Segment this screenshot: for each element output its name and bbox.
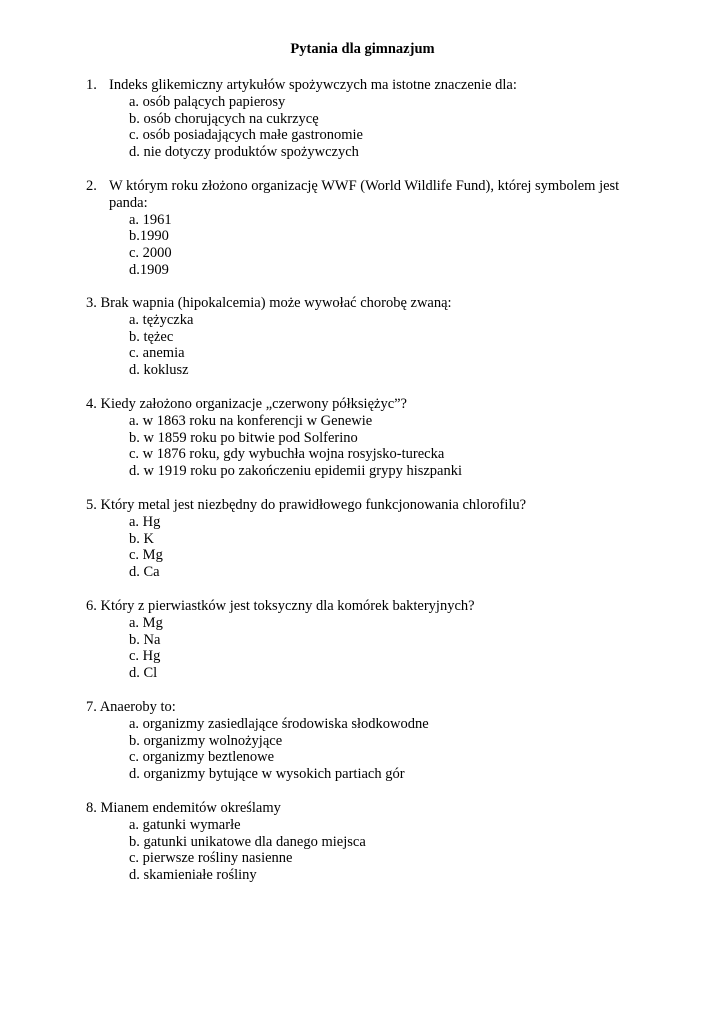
answer-option: d.1909 bbox=[129, 261, 169, 278]
question-number: 2. bbox=[86, 178, 97, 194]
answer-option: b. tężec bbox=[129, 328, 174, 345]
question-text: Anaeroby to: bbox=[99, 699, 176, 715]
answer-option: c. 2000 bbox=[129, 245, 172, 262]
answer-option: a. Mg bbox=[129, 614, 163, 631]
answer-option: c. w 1876 roku, gdy wybuchła wojna rosyjsko-turecka bbox=[129, 446, 445, 463]
question-number: 5. bbox=[86, 497, 97, 513]
answer-option: d. Cl bbox=[129, 665, 158, 682]
question-4 bbox=[86, 396, 686, 480]
answer-option: a. osób palących papierosy bbox=[129, 93, 286, 110]
question-text: Który z pierwiastków jest toksyczny dla komórek bakteryjnych? bbox=[100, 598, 475, 614]
answer-option: a. 1961 bbox=[129, 211, 172, 228]
answer-option: c. osób posiadających małe gastronomie bbox=[129, 127, 363, 144]
answer-option: d. w 1919 roku po zakończeniu epidemii grypy hiszpanki bbox=[129, 463, 463, 480]
question-6 bbox=[86, 598, 686, 682]
answer-option: c. pierwsze rośliny nasienne bbox=[129, 850, 293, 867]
answer-option: c. Hg bbox=[129, 648, 161, 665]
question-text: Który metal jest niezbędny do prawidłowego funkcjonowania chlorofilu? bbox=[100, 497, 527, 513]
question-number: 4. bbox=[86, 396, 97, 412]
question-number: 3. bbox=[86, 295, 97, 311]
question-text: Brak wapnia (hipokalcemia) może wywołać chorobę zwaną: bbox=[100, 295, 452, 311]
question-text: Indeks glikemiczny artykułów spożywczych ma istotne znaczenie dla: bbox=[109, 77, 517, 93]
question-number: 6. bbox=[86, 598, 97, 614]
answer-option: a. tężyczka bbox=[129, 311, 194, 328]
answer-option: d. koklusz bbox=[129, 362, 189, 379]
question-text: W którym roku złożono organizację WWF (World Wildlife Fund), której symbolem jest bbox=[109, 178, 620, 194]
answer-option: d. nie dotyczy produktów spożywczych bbox=[129, 144, 359, 161]
question-text: Kiedy założono organizacje „czerwony półksiężyc”? bbox=[100, 396, 407, 412]
page-title: Pytania dla gimnazjum bbox=[290, 41, 435, 57]
answer-option: c. Mg bbox=[129, 547, 163, 564]
answer-option: d. Ca bbox=[129, 564, 160, 581]
answer-option: b. organizmy wolnożyjące bbox=[129, 732, 283, 749]
answer-option: b. K bbox=[129, 530, 154, 547]
answer-option: d. skamieniałe rośliny bbox=[129, 867, 257, 884]
question-text-continued: panda: bbox=[109, 194, 148, 211]
answer-option: d. organizmy bytujące w wysokich partiach gór bbox=[129, 766, 405, 783]
question-number: 7. bbox=[86, 699, 97, 715]
question-7 bbox=[86, 699, 686, 783]
question-5 bbox=[86, 497, 686, 581]
question-2 bbox=[86, 178, 686, 279]
answer-option: b. Na bbox=[129, 631, 161, 648]
answer-option: a. organizmy zasiedlające środowiska słodkowodne bbox=[129, 715, 429, 732]
answer-option: b. gatunki unikatowe dla danego miejsca bbox=[129, 833, 366, 850]
question-number: 1. bbox=[86, 77, 97, 93]
answer-option: a. w 1863 roku na konferencji w Genewie bbox=[129, 412, 373, 429]
question-text: Mianem endemitów określamy bbox=[100, 800, 281, 816]
answer-option: a. Hg bbox=[129, 513, 161, 530]
answer-option: c. organizmy beztlenowe bbox=[129, 749, 275, 766]
answer-option: b. w 1859 roku po bitwie pod Solferino bbox=[129, 429, 358, 446]
answer-option: c. anemia bbox=[129, 345, 185, 362]
answer-option: b.1990 bbox=[129, 228, 169, 245]
answer-option: a. gatunki wymarłe bbox=[129, 816, 241, 833]
answer-option: b. osób chorujących na cukrzycę bbox=[129, 110, 319, 127]
question-8 bbox=[86, 800, 686, 884]
question-1 bbox=[86, 77, 686, 161]
question-number: 8. bbox=[86, 800, 97, 816]
question-3 bbox=[86, 295, 686, 379]
